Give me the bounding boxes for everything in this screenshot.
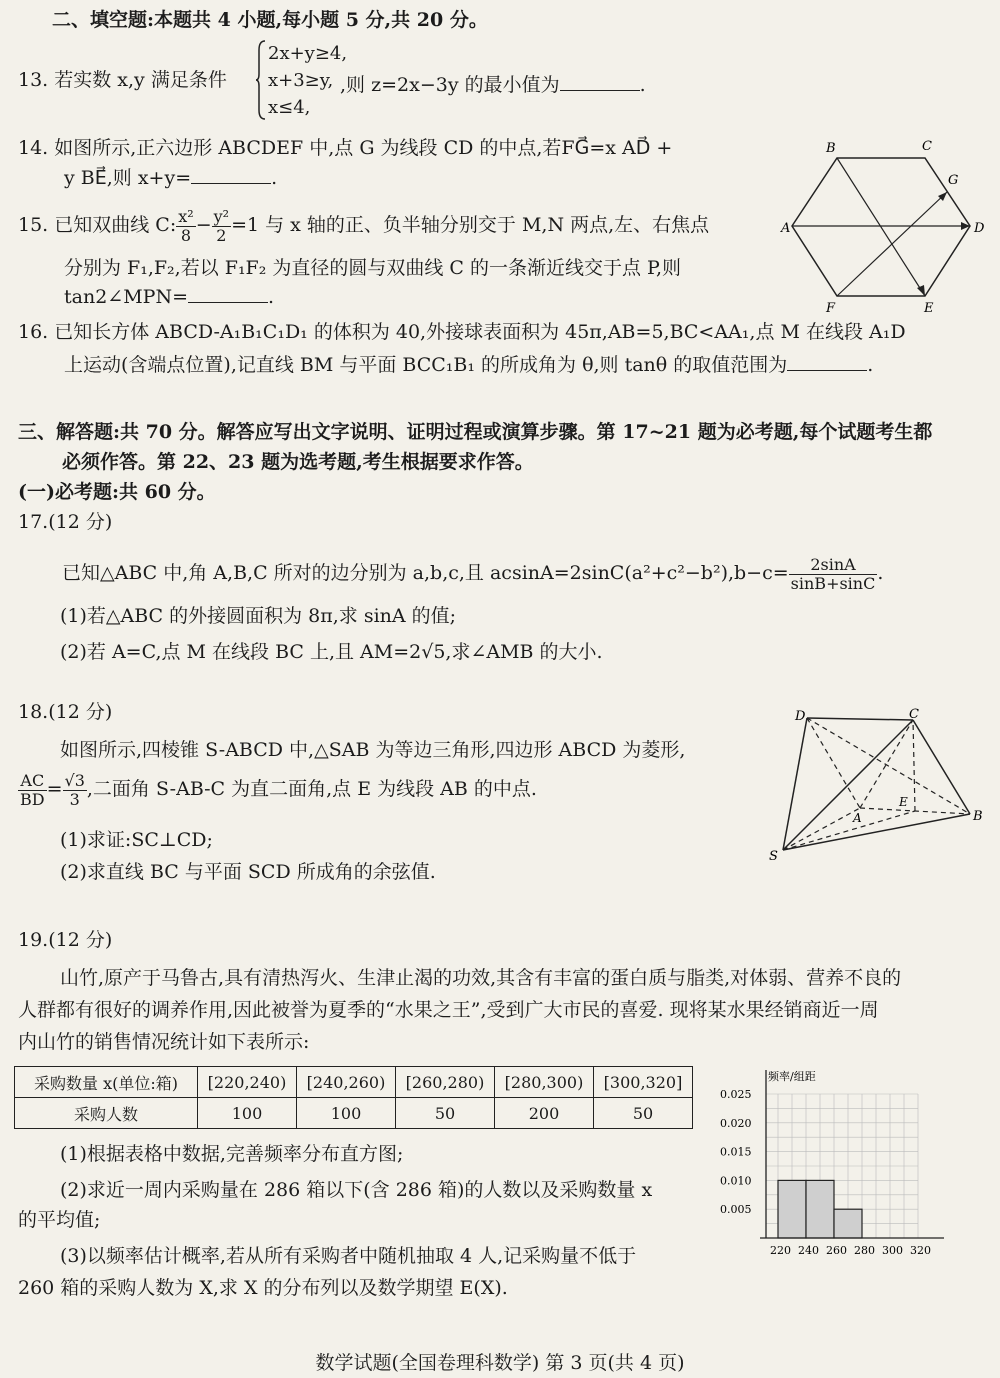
q17-line1 — [62, 552, 883, 594]
q17-end: . — [877, 562, 884, 584]
q15-frac1-num: x² — [178, 206, 194, 226]
y-tick-label: 0.020 — [720, 1116, 752, 1130]
histogram-bar — [834, 1209, 862, 1238]
table-header-cell: [300,320] — [594, 1067, 693, 1098]
table-header-cell: [260,280) — [396, 1067, 495, 1098]
q15-line1-a: 15. 已知双曲线 C: — [18, 214, 177, 236]
pyr-label-d: D — [795, 709, 806, 724]
q17-title: 17.(12 分) — [18, 511, 113, 533]
q18-frac-root3 — [63, 772, 87, 809]
q17-frac — [789, 556, 878, 593]
pyr-label-e: E — [899, 795, 908, 809]
histogram-xticks — [770, 1244, 931, 1257]
q19-line2: 人群都有很好的调养作用,因此被誉为夏季的“水果之王”,受到广大市民的喜爱. 现将某水果经销商近一周 — [18, 999, 879, 1021]
y-tick-label: 0.025 — [720, 1088, 752, 1101]
q18-frac-num: AC — [18, 772, 47, 791]
hex-label-c: C — [922, 139, 932, 154]
q17-frac-den: sinB+sinC — [790, 573, 876, 593]
q13-suffix — [340, 72, 646, 97]
table-row — [15, 1067, 693, 1098]
table-header-cell: [280,300) — [495, 1067, 594, 1098]
q16-line2-text: 上运动(含端点位置),记直线 BM 与平面 BCC₁B₁ 的所成角为 θ,则 tanθ 的取值范围为 — [64, 354, 788, 376]
segment-be — [837, 158, 925, 296]
x-tick-label: 220 — [770, 1244, 791, 1257]
q18-title: 18.(12 分) — [18, 701, 113, 723]
table-header-cell: [240,260) — [297, 1067, 396, 1098]
pyramid-figure — [765, 708, 990, 866]
hexagon-figure — [780, 138, 990, 318]
section3-heading-1: 三、解答题:共 70 分。解答应写出文字说明、证明过程或演算步骤。第 17~21 题为必考题,每个试题考生都 — [18, 421, 933, 443]
y-tick-label: 0.010 — [720, 1174, 752, 1188]
q19-part3a: (3)以频率估计概率,若从所有采购者中随机抽取 4 人,记采购量不低于 — [60, 1245, 637, 1267]
q17-part2: (2)若 A=C,点 M 在线段 BC 上,且 AM=2√5,求∠AMB 的大小. — [60, 641, 603, 663]
hex-label-e: E — [924, 301, 934, 316]
q14-line2-text: y BE⃗,则 x+y= — [64, 167, 192, 189]
y-tick-label: 0.005 — [720, 1203, 752, 1217]
histogram-bar — [806, 1180, 834, 1238]
y-tick-label: 0.015 — [720, 1145, 752, 1159]
q17-line1-text: 已知△ABC 中,角 A,B,C 所对的边分别为 a,b,c,且 acsinA=2sinC(a²+c²−b²),b−c= — [62, 562, 789, 584]
q15-answer-blank[interactable] — [188, 284, 268, 303]
page-footer: 数学试题(全国卷理科数学) 第 3 页(共 4 页) — [315, 1352, 685, 1374]
table-cell: 50 — [396, 1098, 495, 1129]
q15-line3-text: tan2∠MPN= — [64, 286, 188, 308]
q18-frac-acbd — [18, 772, 47, 809]
brace-icon — [256, 40, 266, 120]
q13-condition-2: x+3≥y, — [268, 70, 334, 91]
x-tick-label: 260 — [826, 1244, 847, 1257]
table-cell: 100 — [198, 1098, 297, 1129]
q15-minus: − — [195, 214, 212, 236]
q15-frac2-den: 2 — [216, 225, 227, 245]
q13-prefix: 13. 若实数 x,y 满足条件 — [18, 69, 227, 91]
q16-answer-blank[interactable] — [787, 352, 867, 371]
q18-part1: (1)求证:SC⊥CD; — [60, 829, 213, 851]
hex-label-d: D — [974, 221, 985, 236]
arrowhead-be — [917, 285, 925, 296]
x-tick-label: 280 — [854, 1244, 875, 1257]
q16-end: . — [867, 354, 874, 376]
q18-frac2-num: √3 — [64, 770, 85, 790]
histogram-yticks — [720, 1088, 752, 1216]
histogram-bars — [778, 1180, 862, 1238]
q13-conditions — [268, 40, 347, 121]
q19-part3b: 260 箱的采购人数为 X,求 X 的分布列以及数学期望 E(X). — [18, 1277, 508, 1299]
q19-title: 19.(12 分) — [18, 929, 113, 951]
sales-table — [14, 1066, 693, 1129]
x-tick-label: 240 — [798, 1244, 819, 1257]
q19-part1: (1)根据表格中数据,完善频率分布直方图; — [60, 1143, 404, 1165]
q15-frac2 — [212, 208, 231, 245]
hex-label-f: F — [826, 301, 836, 316]
q19-part2b: 的平均值; — [18, 1209, 101, 1231]
q18-line2-text: ,二面角 S-AB-C 为直二面角,点 E 为线段 AB 的中点. — [86, 778, 537, 800]
q17-part1: (1)若△ABC 的外接圆面积为 8π,求 sinA 的值; — [60, 605, 457, 627]
x-tick-label: 320 — [910, 1244, 931, 1257]
pyr-label-a: A — [853, 811, 862, 825]
frequency-histogram — [712, 1066, 952, 1266]
q15-end: . — [268, 286, 275, 308]
table-cell: 200 — [495, 1098, 594, 1129]
q18-line2: $\frac{AC}{BD}$ = $\frac{√3}{3}$ ,二面角 S-AB-C 为直二面角,点 E 为线段 AB 的中点. — [20, 770, 537, 809]
hex-label-g: G — [948, 173, 959, 188]
table-cell: 100 — [297, 1098, 396, 1129]
histogram-bar — [778, 1180, 806, 1238]
table-row — [15, 1098, 693, 1129]
q15-line1-b: =1 与 x 轴的正、负半轴分别交于 M,N 两点,左、右焦点 — [231, 214, 710, 236]
section2-heading: 二、填空题:本题共 4 小题,每小题 5 分,共 20 分。 — [52, 9, 488, 31]
q18-part2: (2)求直线 BC 与平面 SCD 所成角的余弦值. — [60, 861, 436, 883]
hex-label-a: A — [781, 221, 791, 236]
q17-frac-num: 2sinA — [789, 556, 878, 575]
q15-line3 — [64, 284, 274, 309]
q13-end: . — [639, 74, 646, 96]
pyr-label-b: B — [973, 809, 983, 824]
q15-frac1-den: 8 — [180, 225, 192, 245]
q18-frac-den: BD — [20, 789, 45, 809]
q19-line3: 内山竹的销售情况统计如下表所示: — [18, 1031, 310, 1053]
q14-line1: 14. 如图所示,正六边形 ABCDEF 中,点 G 为线段 CD 的中点,若FG⃗=x AD⃗ + — [18, 137, 673, 159]
hex-label-b: B — [826, 141, 836, 156]
q13-suffix-text: ,则 z=2x−3y 的最小值为 — [340, 74, 560, 96]
q14-answer-blank[interactable] — [191, 165, 271, 184]
q13-condition-1: 2x+y≥4, — [268, 43, 348, 64]
q15-frac2-num: y² — [213, 206, 230, 226]
q13-condition-3: x≤4, — [268, 97, 311, 118]
section3-sub: (一)必考题:共 60 分。 — [18, 481, 216, 503]
q16-line2 — [64, 352, 873, 377]
q14-line2 — [64, 165, 277, 190]
q19-line1: 山竹,原产于马鲁古,具有清热泻火、生津止渴的功效,其含有丰富的蛋白质与脂类,对体弱、营养不良的 — [60, 967, 902, 989]
pyr-label-c: C — [909, 708, 919, 722]
q15-line2: 分别为 F₁,F₂,若以 F₁F₂ 为直径的圆与双曲线 C 的一条渐近线交于点 P,则 — [64, 257, 682, 279]
pyr-label-s: S — [769, 849, 778, 864]
table-cell: 50 — [594, 1098, 693, 1129]
q14-end: . — [271, 167, 278, 189]
q13-answer-blank[interactable] — [560, 72, 640, 91]
q19-part2a: (2)求近一周内采购量在 286 箱以下(含 286 箱)的人数以及采购数量 x — [60, 1179, 653, 1201]
q18-line1: 如图所示,四棱锥 S-ABCD 中,△SAB 为等边三角形,四边形 ABCD 为菱形, — [60, 739, 686, 761]
section3-heading-2: 必须作答。第 22、23 题为选考题,考生根据要求作答。 — [62, 451, 534, 473]
q18-frac2-den: 3 — [69, 789, 80, 809]
q16-line1: 16. 已知长方体 ABCD-A₁B₁C₁D₁ 的体积为 40,外接球表面积为 45π,AB=5,BC<AA₁,点 M 在线段 A₁D — [18, 321, 906, 343]
q15-line1 — [18, 206, 709, 244]
table-header-cell: 采购数量 x(单位:箱) — [15, 1067, 198, 1098]
x-tick-label: 300 — [882, 1244, 903, 1257]
histogram-ylabel: 频率/组距 — [768, 1070, 816, 1083]
q15-frac1 — [176, 208, 195, 245]
table-header-cell: [220,240) — [198, 1067, 297, 1098]
table-cell: 采购人数 — [15, 1098, 198, 1129]
segment-fg — [837, 192, 947, 296]
